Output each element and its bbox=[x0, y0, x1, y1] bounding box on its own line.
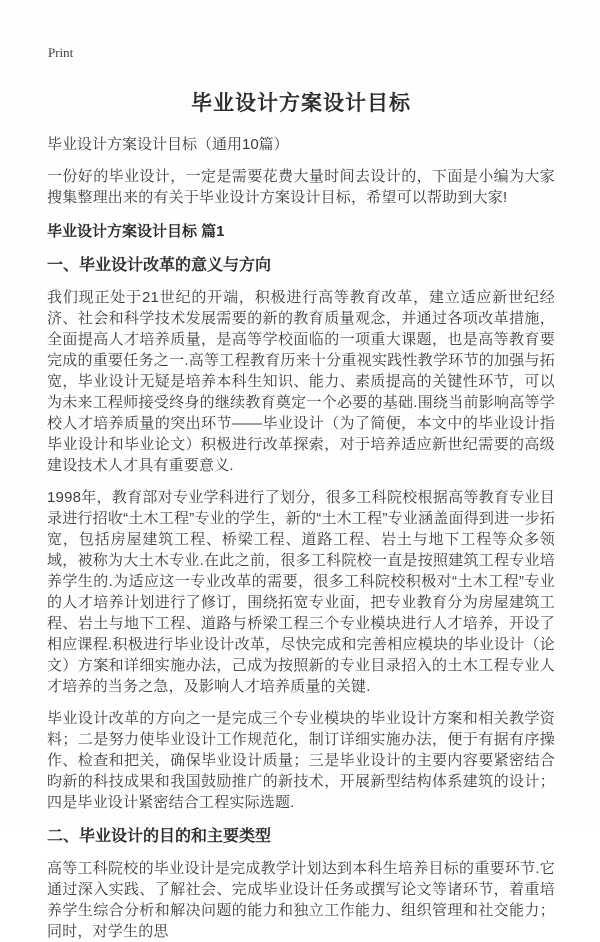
article-heading-pian1: 毕业设计方案设计目标 篇1 bbox=[47, 223, 225, 240]
section1-paragraph-2: 1998年，教育部对专业学科进行了划分，很多工科院校根据高等教育专业目录进行招收“土木工程”专业的学生，新的“土木工程”专业涵盖面得到进一步拓宽，包括房屋建筑工程、桥梁工程、道路工程、岩土与地下工程等众多领域，被称为大土木专业.在此之前，很多工科院校一直是按照建筑工程专业培养学生的.为适应这一专业改革的需要，很多工科院校积极对“土木工程”专业的人才培养计划进行了修订，围绕拓宽专业面，把专业教育分为房屋建筑工程、岩土与地下工程、道路与桥梁工程三个专业模块进行人才培养，开设了相应课程.积极进行毕业设计改革，尽快完成和完善相应模块的毕业设计（论文）方案和详细实施办法，己成为按照新的专业目录招入的土木工程专业人才培养的当务之急，及影响人才培养质量的关键. bbox=[47, 489, 555, 695]
intro-paragraph: 一份好的毕业设计，一定是需要花费大量时间去设计的，下面是小编为大家搜集整理出来的有关于毕业设计方案设计目标，希望可以帮助到大家! bbox=[47, 168, 555, 206]
page-title: 毕业设计方案设计目标 bbox=[191, 92, 411, 115]
section1-paragraph-3: 毕业设计改革的方向之一是完成三个专业模块的毕业设计方案和相关教学资料；二是努力使毕业设计工作规范化，制订详细实施办法，便于有据有序操作、检查和把关，确保毕业设计质量；三是毕业设计的主要内容要紧密结合昀新的科技成果和我国鼓励推广的新技术，开展新型结构体系建筑的设计；四是毕业设计紧密结合工程实际选题. bbox=[47, 710, 555, 811]
section2-paragraph-1: 高等工科院校的毕业设计是完成教学计划达到本科生培养目标的重要环节.它通过深入实践、了解社会、完成毕业设计任务或撰写论文等诸环节，着重培养学生综合分析和解决问题的能力和独立工作能力、组织管理和社交能力；同时，对学生的思 bbox=[47, 860, 555, 940]
section2-heading: 二、毕业设计的目的和主要类型 bbox=[47, 828, 272, 845]
section1-paragraph-1: 我们现正处于21世纪的开端，积极进行高等教育改革，建立适应新世纪经济、社会和科学技术发展需要的新的教育质量观念，并通过各项改革措施，全面提高人才培养质量，是高等学校面临的一项重大课题，也是高等教育要完成的重要任务之一.高等工程教育历来十分重视实践性教学环节的加强与拓宽，毕业设计无疑是培养本科生知识、能力、素质提高的关键性环节，可以为未来工程师接受终身的继续教育奠定一个必要的基础.围绕当前影响高等学校人才培养质量的突出环节——毕业设计（为了简便，本文中的毕业设计指毕业设计和毕业论文）积极进行改革探索，对于培养适应新世纪需要的高级建设技术人才具有重要意义. bbox=[47, 289, 555, 474]
print-link[interactable]: Print bbox=[48, 45, 74, 60]
doc-subtitle: 毕业设计方案设计目标（通用10篇） bbox=[47, 136, 289, 153]
section1-heading: 一、毕业设计改革的意义与方向 bbox=[47, 257, 272, 274]
